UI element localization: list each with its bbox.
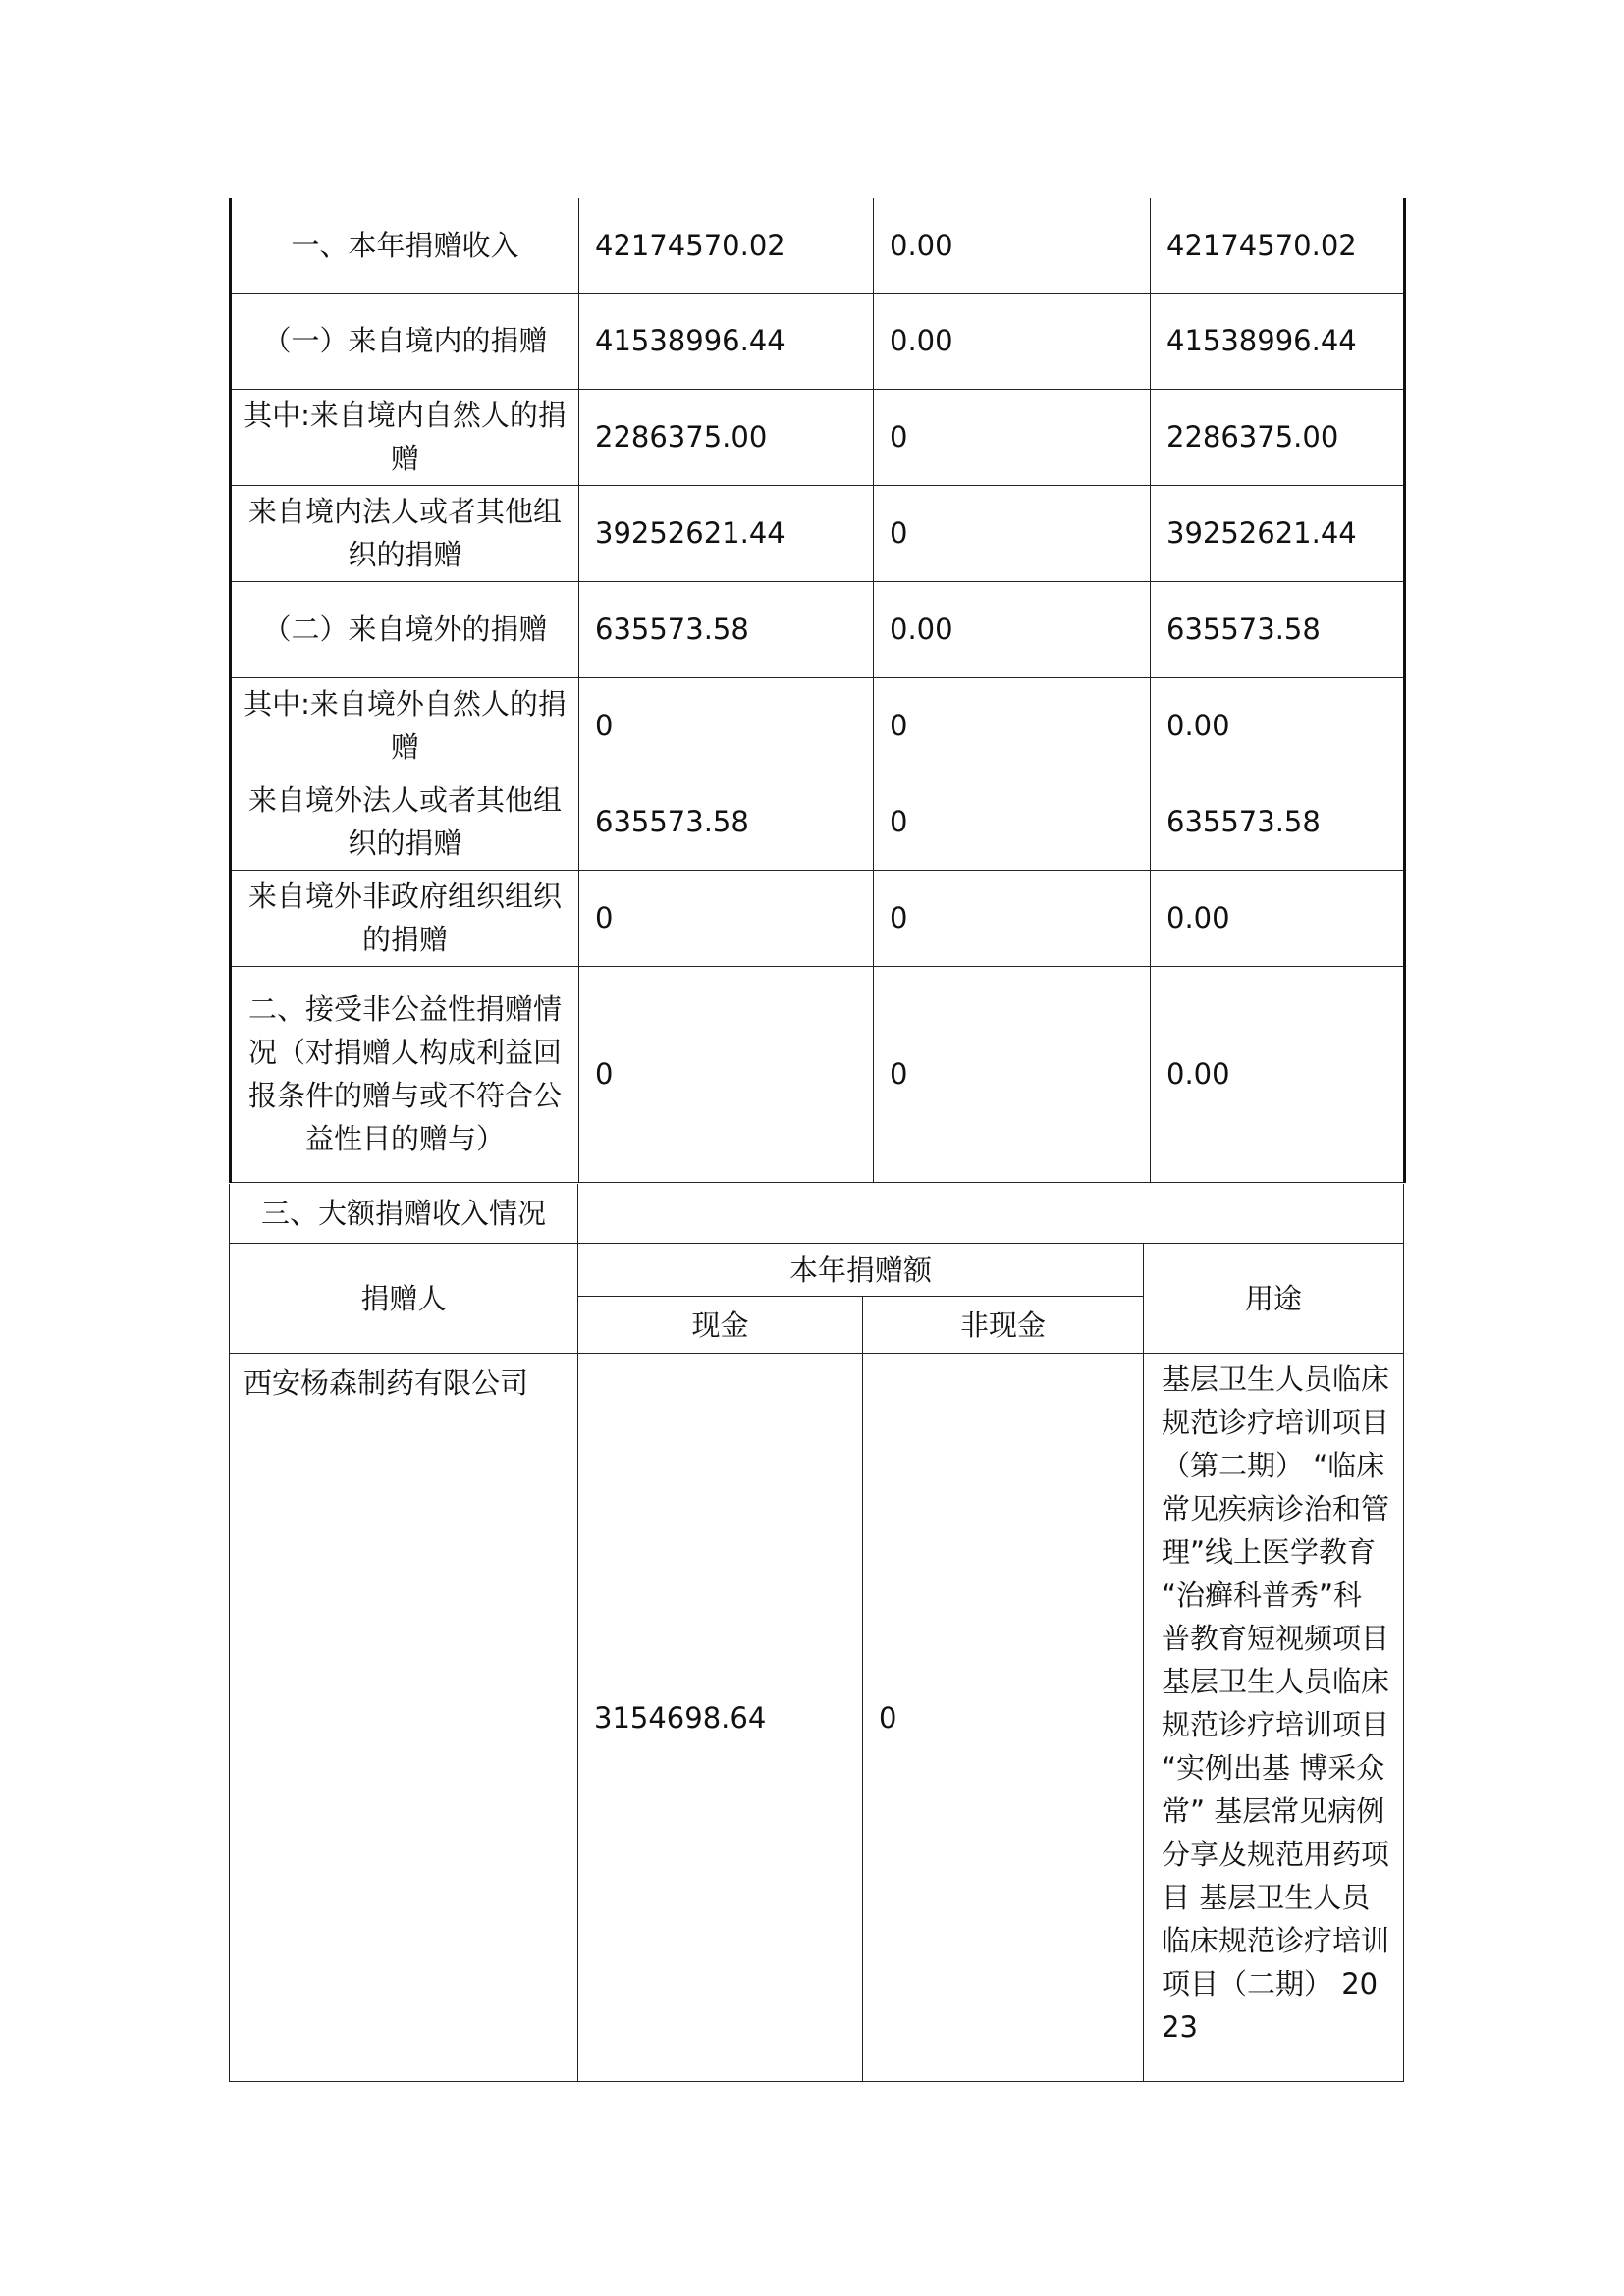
total-value: 39252621.44 [1151, 485, 1405, 581]
table-row [231, 198, 1405, 293]
noncash-value: 0 [874, 485, 1151, 581]
cash-value: 0 [579, 966, 874, 1182]
donation-income-table [229, 198, 1406, 1183]
cash-value: 42174570.02 [579, 198, 874, 293]
total-value: 0.00 [1151, 966, 1405, 1182]
table-row [230, 1354, 1404, 2082]
cash-value: 39252621.44 [579, 485, 874, 581]
table-row [231, 293, 1405, 389]
total-value: 41538996.44 [1151, 293, 1405, 389]
donor-name: 西安杨森制药有限公司 [230, 1354, 578, 2082]
large-donations-table [229, 1184, 1404, 2082]
total-value: 635573.58 [1151, 774, 1405, 870]
table-row [231, 677, 1405, 774]
cash-value: 0 [579, 870, 874, 966]
noncash-value: 0.00 [874, 293, 1151, 389]
purpose-text: 基层卫生人员临床规范诊疗培训项目（第二期） “临床常见疾病诊治和管理”线上医学教育 “治癣科普秀”科普教育短视频项目 基层卫生人员临床规范诊疗培训项目 “实例出基 博采众常” 基层常见病例分享及规范用药项目 基层卫生人员临床规范诊疗培训项目（二期） 2023 [1144, 1354, 1404, 2082]
row-label: 二、接受非公益性捐赠情况（对捐赠人构成利益回报条件的赠与或不符合公益性目的赠与） [231, 966, 579, 1182]
amount-group-header: 本年捐赠额 [578, 1244, 1144, 1297]
cash-value: 635573.58 [579, 774, 874, 870]
purpose-header: 用途 [1144, 1244, 1404, 1354]
total-value: 42174570.02 [1151, 198, 1405, 293]
cash-header: 现金 [578, 1297, 863, 1354]
row-label: （二）来自境外的捐赠 [231, 581, 579, 677]
noncash-value: 0.00 [874, 198, 1151, 293]
section-title-row [230, 1184, 1404, 1244]
cash-value: 2286375.00 [579, 389, 874, 485]
table-row [231, 966, 1405, 1182]
row-label: 一、本年捐赠收入 [231, 198, 579, 293]
cash-value: 41538996.44 [579, 293, 874, 389]
section-title: 三、大额捐赠收入情况 [230, 1184, 578, 1244]
row-label: 其中:来自境内自然人的捐赠 [231, 389, 579, 485]
row-label: 其中:来自境外自然人的捐赠 [231, 677, 579, 774]
row-label: 来自境外法人或者其他组织的捐赠 [231, 774, 579, 870]
cash-value: 635573.58 [579, 581, 874, 677]
total-value: 0.00 [1151, 677, 1405, 774]
noncash-amount: 0 [863, 1354, 1144, 2082]
row-label: （一）来自境内的捐赠 [231, 293, 579, 389]
total-value: 635573.58 [1151, 581, 1405, 677]
cash-amount: 3154698.64 [578, 1354, 863, 2082]
cash-value: 0 [579, 677, 874, 774]
noncash-value: 0.00 [874, 581, 1151, 677]
header-row [230, 1244, 1404, 1297]
donor-header: 捐赠人 [230, 1244, 578, 1354]
noncash-value: 0 [874, 677, 1151, 774]
noncash-header: 非现金 [863, 1297, 1144, 1354]
noncash-value: 0 [874, 870, 1151, 966]
total-value: 2286375.00 [1151, 389, 1405, 485]
row-label: 来自境内法人或者其他组织的捐赠 [231, 485, 579, 581]
row-label: 来自境外非政府组织组织的捐赠 [231, 870, 579, 966]
total-value: 0.00 [1151, 870, 1405, 966]
section-title-blank [578, 1184, 1404, 1244]
table-row [231, 774, 1405, 870]
noncash-value: 0 [874, 774, 1151, 870]
table-row [231, 389, 1405, 485]
noncash-value: 0 [874, 966, 1151, 1182]
table-row [231, 485, 1405, 581]
noncash-value: 0 [874, 389, 1151, 485]
table-row [231, 870, 1405, 966]
table-row [231, 581, 1405, 677]
